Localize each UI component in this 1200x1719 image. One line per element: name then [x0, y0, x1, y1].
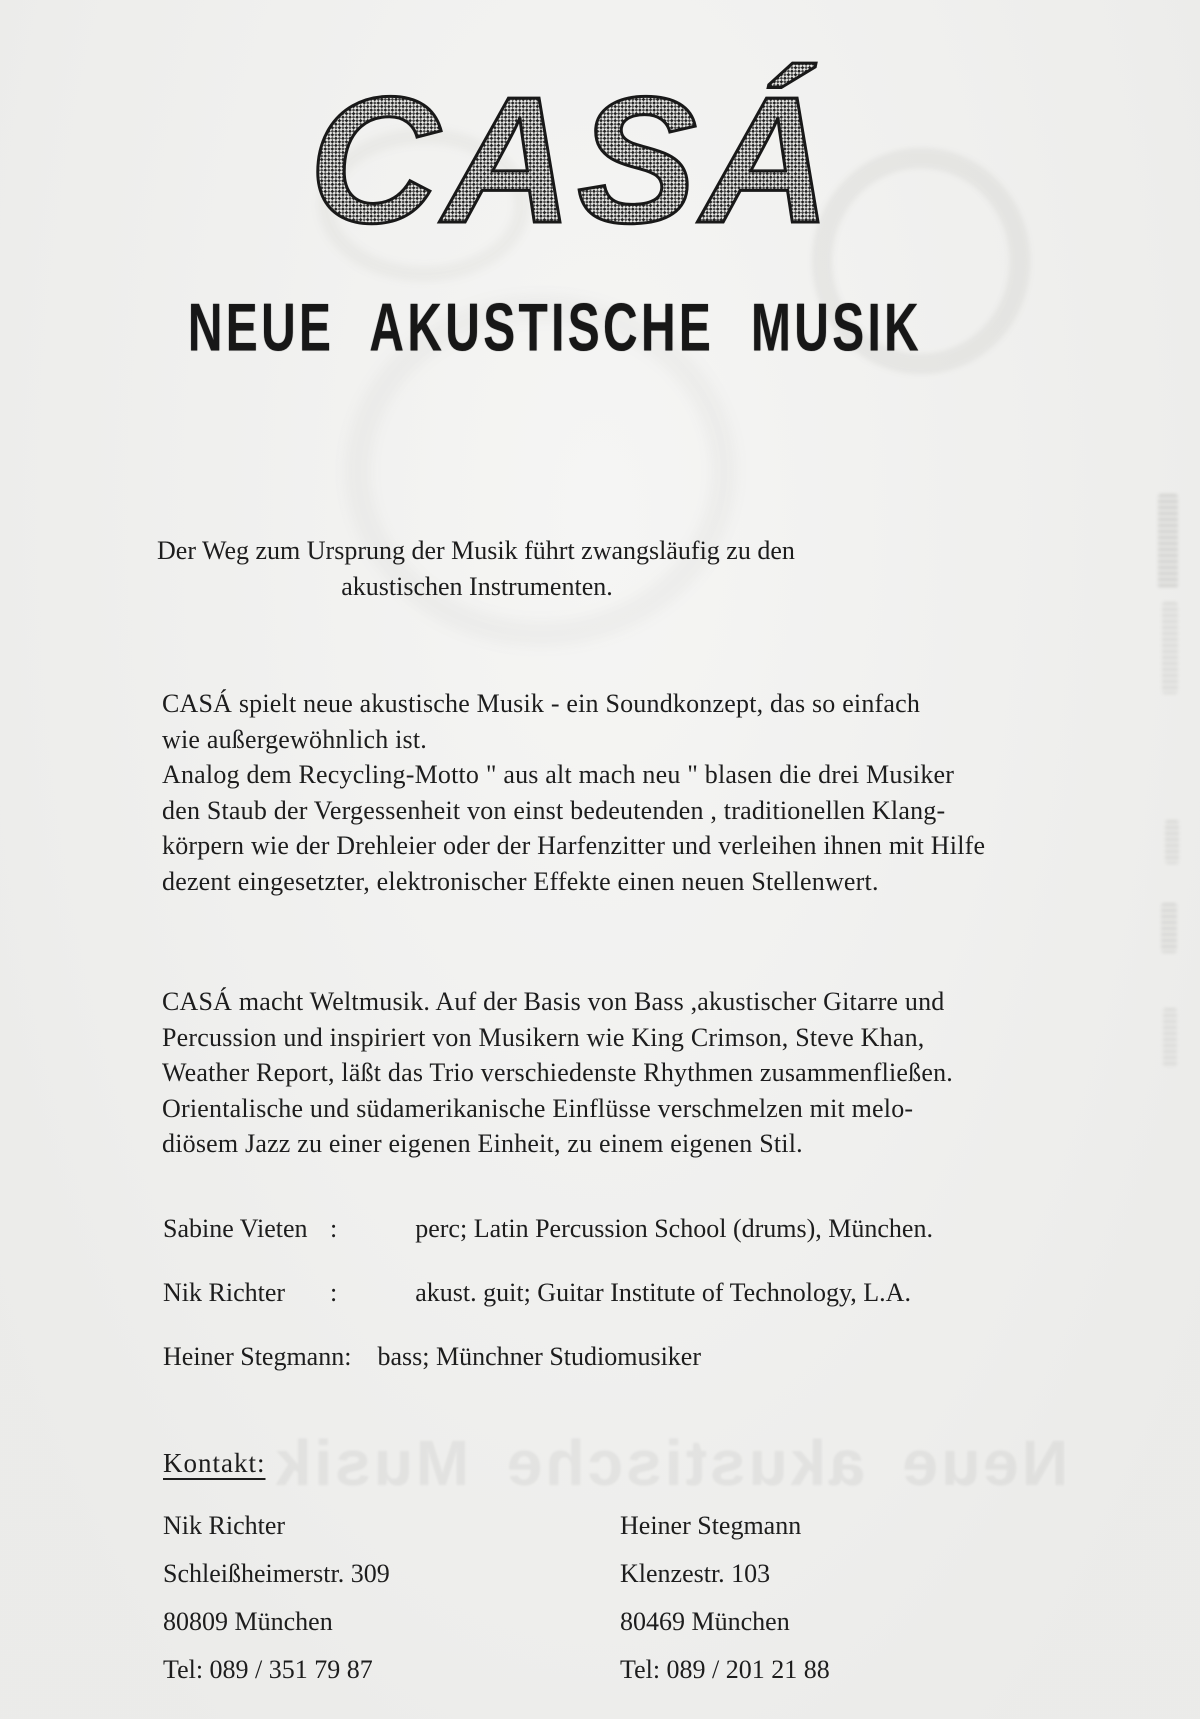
contact-heading: Kontakt: — [163, 1448, 266, 1478]
subtitle: NEUE AKUSTISCHE MUSIK — [187, 290, 923, 366]
margin-smudge — [1161, 903, 1177, 953]
contact-tel: Tel: 089 / 201 21 88 — [620, 1655, 830, 1684]
member-colon: : — [344, 1342, 352, 1371]
contact-street: Schleißheimerstr. 309 — [163, 1559, 390, 1588]
body-paragraph-1 — [162, 686, 1022, 900]
member-name: Sabine Vieten — [163, 1214, 308, 1243]
member-colon: : — [330, 1278, 338, 1307]
member-colon: : — [330, 1214, 338, 1243]
paragraph-line: den Staub der Vergessenheit von einst bedeutenden , traditionellen Klang- — [162, 795, 946, 825]
paragraph-line: Orientalische und südamerikanische Einflüsse verschmelzen mit melo- — [162, 1093, 914, 1123]
contact-card — [620, 1502, 1040, 1694]
casa-logo-svg — [0, 34, 1200, 249]
contact-city: 80809 München — [163, 1607, 333, 1636]
paragraph-line: körpern wie der Drehleier oder der Harfenzitter und verleihen ihnen mit Hilfe — [162, 831, 986, 861]
paragraph-line: Weather Report, läßt das Trio verschiedenste Rhythmen zusammenfließen. — [162, 1058, 953, 1088]
intro-line: akustischen Instrumenten. — [341, 572, 613, 601]
casa-logo — [0, 34, 1200, 249]
members-list — [163, 1212, 1063, 1404]
member-name: Heiner Stegmann — [163, 1342, 345, 1371]
paragraph-line: CASÁ spielt neue akustische Musik - ein Soundkonzept, das so einfach — [162, 689, 921, 718]
body-paragraph-2 — [162, 984, 1022, 1162]
margin-smudge — [1158, 494, 1178, 588]
intro-line: Der Weg zum Ursprung der Musik führt zwangsläufig zu den — [157, 536, 795, 565]
paragraph-line: CASÁ macht Weltmusik. Auf der Basis von Bass ,akustischer Gitarre und — [162, 987, 945, 1016]
contact-name: Nik Richter — [163, 1511, 286, 1540]
member-name: Nik Richter — [163, 1278, 286, 1307]
intro-paragraph — [157, 533, 797, 605]
ghost-mirrored-title: Neue akustische Musik — [272, 1427, 1068, 1499]
member-desc: bass; Münchner Studiomusiker — [377, 1342, 701, 1371]
member-desc: perc; Latin Percussion School (drums), München. — [415, 1214, 933, 1243]
paragraph-line: Percussion und inspiriert von Musikern wie King Crimson, Steve Khan, — [162, 1022, 925, 1052]
member-row — [163, 1276, 1063, 1310]
contact-city: 80469 München — [620, 1607, 790, 1636]
paragraph-line: Analog dem Recycling-Motto " aus alt mach neu " blasen die drei Musiker — [162, 760, 955, 790]
margin-smudge — [1165, 820, 1179, 864]
member-desc: akust. guit; Guitar Institute of Technology, L.A. — [415, 1278, 911, 1307]
contact-name: Heiner Stegmann — [620, 1511, 802, 1540]
contact-street: Klenzestr. 103 — [620, 1559, 771, 1588]
margin-smudge — [1162, 602, 1178, 694]
member-row — [163, 1340, 1063, 1374]
contact-card — [163, 1502, 583, 1694]
paragraph-line: wie außergewöhnlich ist. — [162, 724, 427, 754]
paragraph-line: dezent eingesetzter, elektronischer Effekte einen neuen Stellenwert. — [162, 866, 879, 896]
member-row — [163, 1212, 1063, 1246]
margin-smudge — [1163, 1008, 1177, 1068]
paragraph-line: diösem Jazz zu einer eigenen Einheit, zu einem eigenen Stil. — [162, 1129, 803, 1159]
logo-text: CASÁ — [308, 60, 836, 249]
contact-tel: Tel: 089 / 351 79 87 — [163, 1655, 373, 1684]
